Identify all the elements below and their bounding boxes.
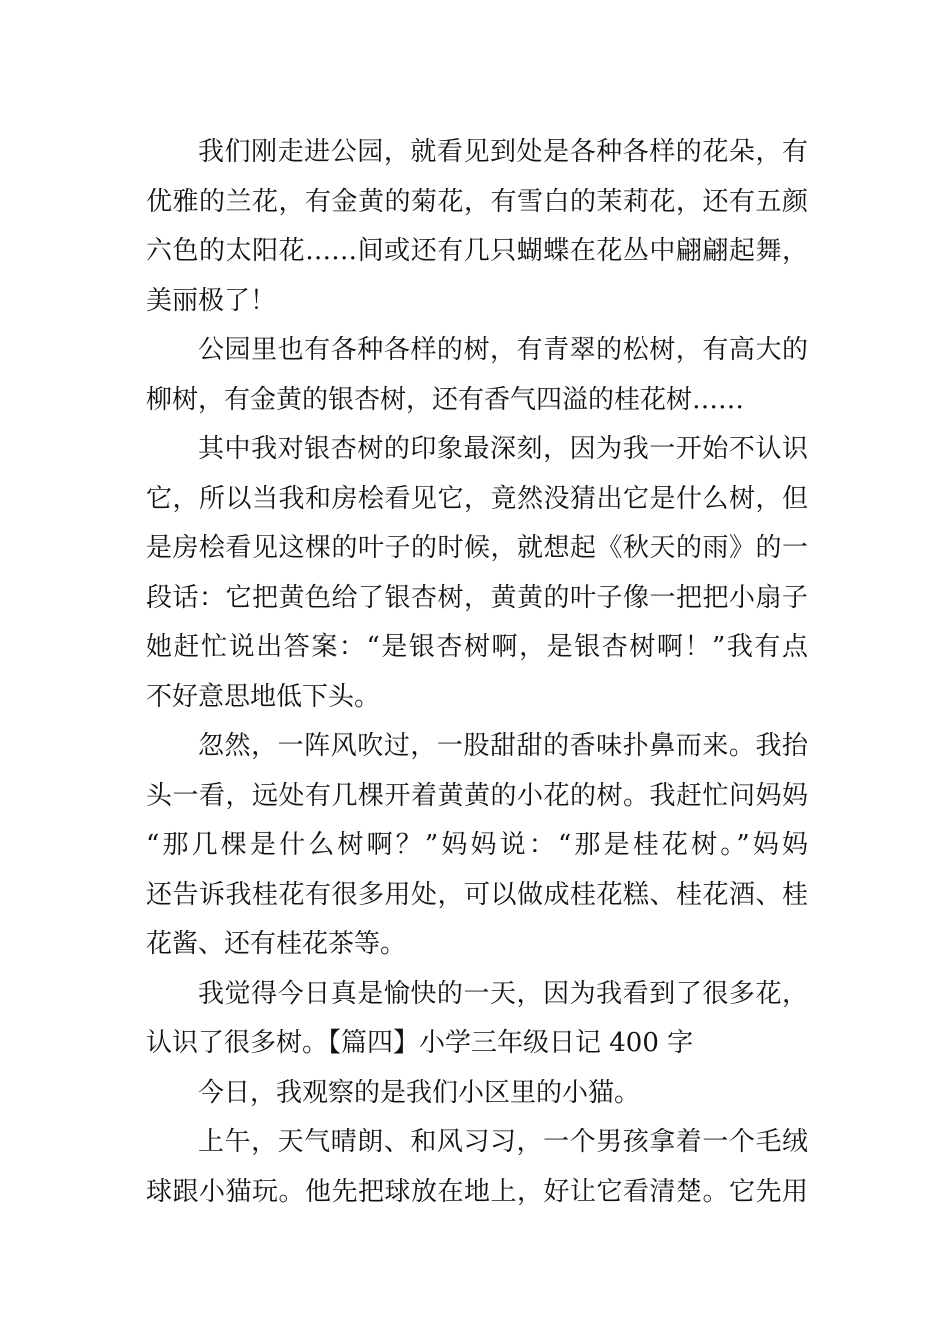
text-line: 我们刚走进公园，就看见到处是各种各样的花朵，有 [198, 137, 808, 167]
text-line: “那几棵是什么树啊？”妈妈说：“那是桂花树。”妈妈 [146, 830, 808, 860]
text-line: 上午，天气晴朗、和风习习，一个男孩拿着一个毛绒 [198, 1127, 808, 1157]
text-line: 其中我对银杏树的印象最深刻，因为我一开始不认识 [198, 434, 808, 464]
text-line: 美丽极了！ [146, 285, 277, 316]
paragraph-ginkgo [146, 425, 808, 722]
text-line: 六色的太阳花……间或还有几只蝴蝶在花丛中翩翩起舞， [146, 236, 808, 266]
text-line: 优雅的兰花，有金黄的菊花，有雪白的茉莉花，还有五颜 [146, 186, 808, 217]
text-line: 我觉得今日真是愉快的一天，因为我看到了很多花， [198, 978, 808, 1009]
text-line: 它，所以当我和房桧看见它，竟然没猜出它是什么树，但 [146, 483, 808, 514]
paragraph-osmanthus [146, 722, 808, 970]
text-line: 是房桧看见这棵的叶子的时候，就想起《秋天的雨》的一 [146, 533, 808, 563]
document-page [146, 128, 808, 1217]
text-line: 花酱、还有桂花茶等。 [146, 929, 407, 959]
text-line: 她赶忙说出答案：“是银杏树啊，是银杏树啊！”我有点 [146, 632, 808, 662]
text-line: 还告诉我桂花有很多用处，可以做成桂花糕、桂花酒、桂 [146, 879, 808, 910]
paragraph-trees [146, 326, 808, 425]
paragraph-conclusion [146, 970, 808, 1069]
paragraph-flowers [146, 128, 808, 326]
text-line: 头一看，远处有几棵开着黄黄的小花的树。我赶忙问妈妈 [146, 780, 808, 811]
text-line: 认识了很多树。【篇四】小学三年级日记 400 字 [146, 1028, 694, 1058]
text-line: 柳树，有金黄的银杏树，还有香气四溢的桂花树…… [146, 384, 745, 415]
text-line: 不好意思地低下头。 [146, 681, 381, 712]
text-line: 段话：它把黄色给了银杏树，黄黄的叶子像一把把小扇子 [146, 582, 808, 613]
text-line: 公园里也有各种各样的树，有青翠的松树，有高大的 [198, 335, 808, 365]
text-line: 球跟小猫玩。他先把球放在地上，好让它看清楚。它先用 [146, 1176, 808, 1207]
paragraph-cat-intro [146, 1069, 808, 1119]
text-line: 今日，我观察的是我们小区里的小猫。 [198, 1077, 641, 1108]
paragraph-cat-morning [146, 1118, 808, 1217]
text-line: 忽然，一阵风吹过，一股甜甜的香味扑鼻而来。我抬 [198, 731, 808, 761]
